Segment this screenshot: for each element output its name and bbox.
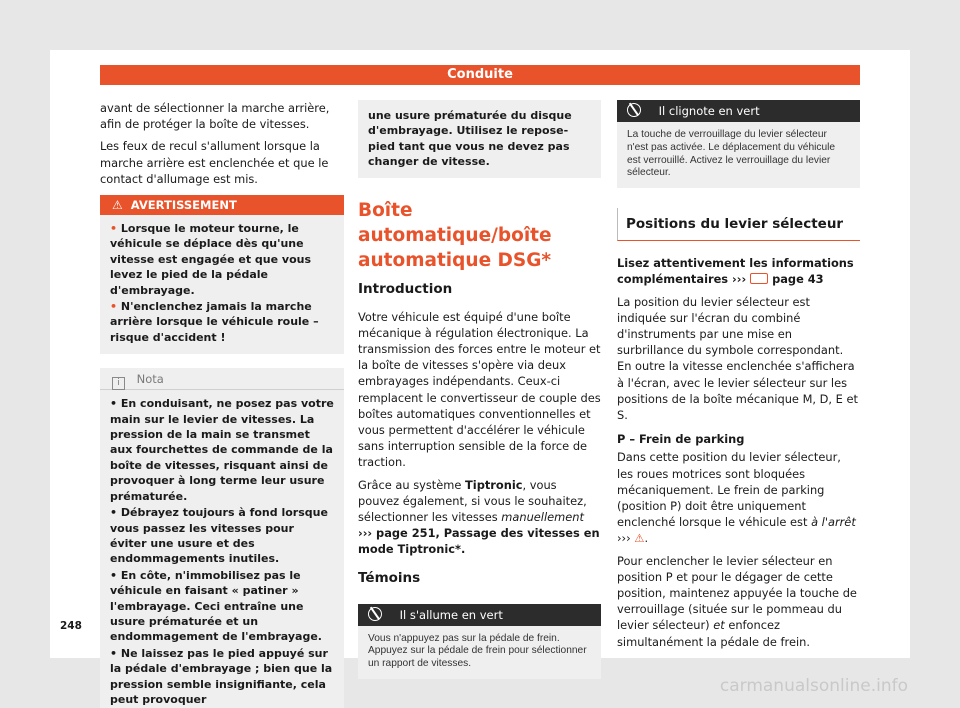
subsection-heading: Introduction (358, 280, 453, 297)
warning-header (100, 195, 344, 215)
note-item: • Débrayez toujours à fond lorsque vous passez les vitesses pour éviter une usure et des endommagements inutiles. (110, 506, 328, 566)
indicator-header: Il s'allume en vert (358, 604, 601, 626)
warning-icon[interactable]: ⚠ (634, 531, 645, 546)
warning-item: • Lorsque le moteur tourne, le véhicule se déplace dès qu'une vitesse est engagée et que vous levez le pied de la pédale d'embrayage. (110, 222, 312, 297)
chapter-header: Conduite (100, 65, 860, 85)
info-icon: i (112, 377, 125, 390)
paragraph-title: P – Frein de parking (617, 432, 745, 447)
note-item: • En conduisant, ne posez pas votre main sur le levier de vitesses. La pression de la main se transmet aux fourchettes de commande de la boîte de vitesses, risquant ainsi de provoquer à long terme leur usure prématurée. (110, 397, 334, 503)
indicator-box (617, 100, 860, 188)
column-1 (100, 100, 344, 708)
paragraph: Pour enclencher le levier sélecteur en position P et pour le dégager de cette position, maintenez appuyée la touche de verrouillage (située sur le pommeau du levier sélecteur) et enfoncez simultanément la pédale de frein. (617, 553, 857, 649)
intro-text: Lisez attentivement les informations complémentaires ››› page 43 (617, 256, 854, 287)
page-number: 248 (60, 620, 82, 632)
warning-icon: ⚠ (112, 198, 123, 213)
paragraph: Les feux de recul s'allument lorsque la marche arrière est enclenchée et que le contact d'allumage est mis. (100, 139, 329, 186)
column-3 (617, 100, 860, 656)
section-title: Positions du levier sélecteur (617, 208, 860, 241)
brake-lamp-icon (627, 103, 641, 117)
warning-box (100, 195, 344, 354)
note-item: • Ne laissez pas le pied appuyé sur la pédale d'embrayage ; bien que la pression semble insignifiante, cela peut provoquer (110, 646, 333, 706)
bullet-icon: • (110, 300, 121, 314)
watermark: carmanualsonline.info (719, 676, 908, 696)
paragraph: La position du levier sélecteur est indiquée sur l'écran du combiné d'instruments par une mise en surbrillance du symbole correspondant. En outre la vitesse enclenchée s'affichera à l'écran, avec le levier sélecteur sur les positions de la boîte mécanique M, D, E et S. (617, 294, 858, 423)
indicator-text: Vous n'appuyez pas sur la pédale de frein. Appuyez sur la pédale de frein pour sélectionner un rapport de vitesses. (368, 632, 587, 670)
paragraph: Dans cette position du levier sélecteur, les roues motrices sont bloquées mécaniquement. Le frein de parking (position P) doit être uniquement enclenché lorsque le véhicule est à l'arrêt ››› ⚠. (617, 450, 856, 546)
subsection-heading: Témoins (358, 569, 421, 586)
indicator-header: Il clignote en vert (617, 100, 860, 122)
warning-title: AVERTISSEMENT (130, 198, 237, 213)
paragraph: Votre véhicule est équipé d'une boîte mécanique à régulation électronique. La transmission des forces entre le moteur et la boîte de vitesses s'opère via deux embrayages indépendants. Ceux-ci remplacent le convertisseur de couple des boîtes automatiques conventionnelles et vous permettent d'accélérer le véhicule sans interruption sensible de la force de traction. (358, 309, 601, 470)
section-heading: Boîte automatique/boîte automatique DSG* (358, 199, 552, 271)
paragraph: avant de sélectionner la marche arrière, afin de protéger la boîte de vitesses. (100, 101, 330, 132)
note-title: Nota (136, 372, 164, 387)
book-icon (750, 273, 768, 284)
note-header (100, 368, 344, 390)
brake-lamp-icon (368, 607, 382, 621)
bullet-icon: • (110, 222, 121, 236)
indicator-box (358, 604, 601, 679)
indicator-text: La touche de verrouillage du levier sélecteur n'est pas activée. Le déplacement du véhicule est verrouillé. Activez le verrouillage du levier sélecteur. (627, 129, 836, 179)
paragraph: Grâce au système Tiptronic, vous pouvez également, si vous le souhaitez, sélectionner les vitesses manuellement ››› page 251, Passage des vitesses en mode Tiptronic*. (358, 477, 600, 557)
cross-reference-link[interactable]: page 43 (768, 272, 824, 287)
warning-item: • N'enclenchez jamais la marche arrière lorsque le véhicule roule – risque d'accident ! (110, 300, 319, 344)
cross-reference-link[interactable]: ››› page 251, Passage des vitesses en mode Tiptronic*. (358, 526, 600, 557)
note-box (100, 368, 344, 708)
note-item: • En côte, n'immobilisez pas le véhicule en faisant « patiner » l'embrayage. Ceci entraîne une usure prématurée et un endommagement de l'embrayage. (110, 568, 322, 644)
note-continuation: une usure prématurée du disque d'embrayage. Utilisez le repose-pied tant que vous ne devez pas changer de vitesse. (358, 100, 601, 178)
column-2 (358, 100, 601, 679)
